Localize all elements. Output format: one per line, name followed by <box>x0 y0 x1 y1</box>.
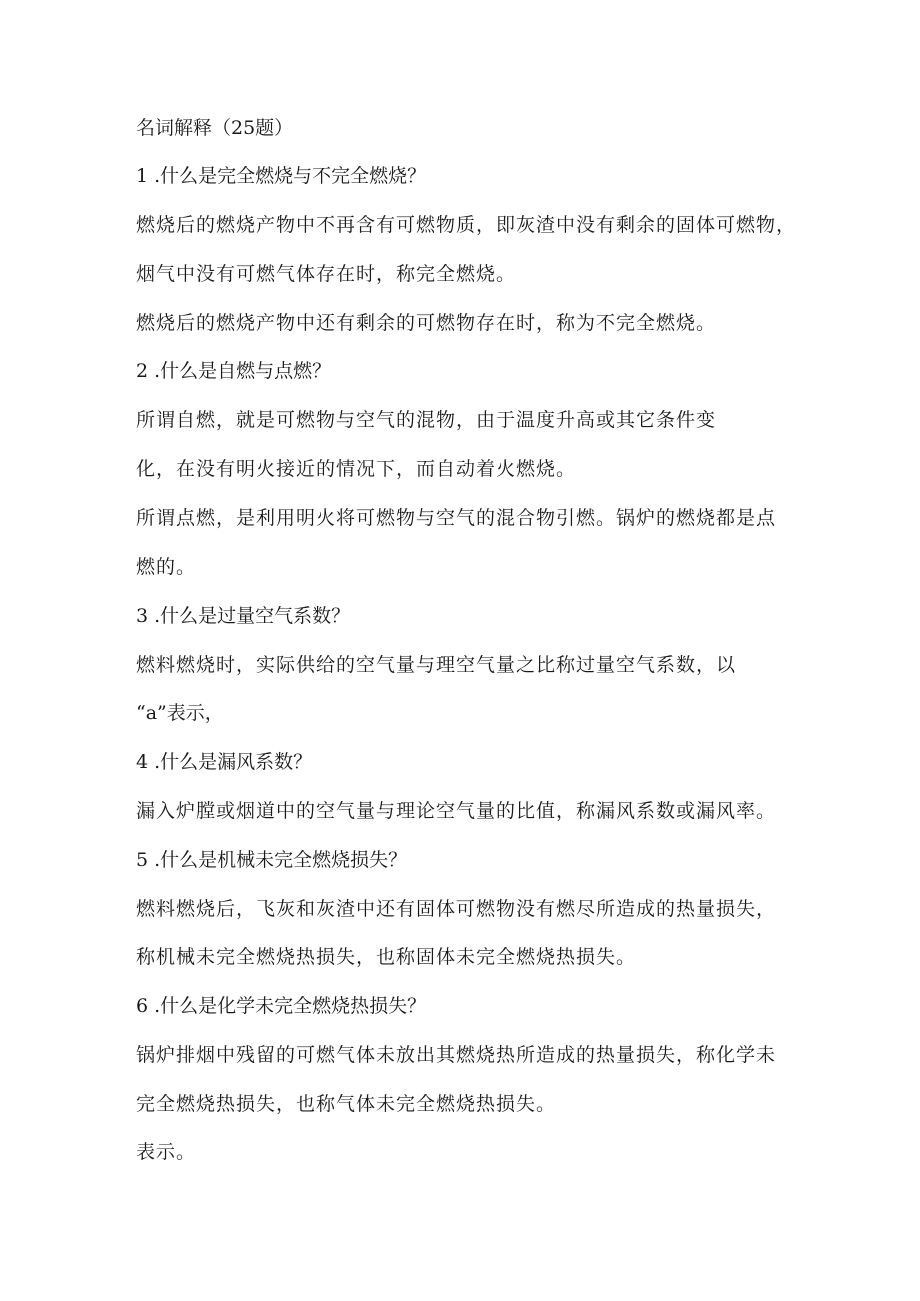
answer-1-line-2: 烟气中没有可燃气体存在时，称完全燃烧。 <box>136 263 517 285</box>
answer-1-line-3: 燃烧后的燃烧产物中还有剩余的可燃物存在时，称为不完全燃烧。 <box>136 312 717 334</box>
answer-3-line-2: “a”表示， <box>136 702 224 724</box>
question-5-heading: 5 .什么是机械未完全燃烧损失？ <box>136 849 408 871</box>
answer-2-line-2: 化，在没有明火接近的情况下，而自动着火燃烧。 <box>136 458 577 480</box>
answer-5-line-1: 燃料燃烧后，飞灰和灰渣中还有固体可燃物没有燃尽所造成的热量损失， <box>136 898 777 920</box>
question-4-heading: 4 .什么是漏风系数？ <box>136 751 313 773</box>
document-title: 名词解释（25题） <box>136 117 294 139</box>
answer-6-line-2: 完全燃烧热损失，也称气体未完全燃烧热损失。 <box>136 1093 557 1115</box>
answer-2-line-1: 所谓自燃，就是可燃物与空气的混物，由于温度升高或其它条件变 <box>136 409 717 431</box>
answer-3-line-1: 燃料燃烧时，实际供给的空气量与理空气量之比称过量空气系数，以 <box>136 654 737 676</box>
question-3-heading: 3 .什么是过量空气系数？ <box>136 605 351 627</box>
question-6-heading: 6 .什么是化学未完全燃烧热损失？ <box>136 995 427 1017</box>
answer-2-line-4: 燃的。 <box>136 556 197 578</box>
question-1-heading: 1 .什么是完全燃烧与不完全燃烧？ <box>136 165 427 187</box>
answer-2-line-3: 所谓点燃，是利用明火将可燃物与空气的混合物引燃。锅炉的燃烧都是点 <box>136 507 777 529</box>
answer-4-line-1: 漏入炉膛或烟道中的空气量与理论空气量的比值，称漏风系数或漏风率。 <box>136 800 777 822</box>
answer-6-line-1: 锅炉排烟中残留的可燃气体未放出其燃烧热所造成的热量损失，称化学未 <box>136 1044 777 1066</box>
answer-1-line-1: 燃烧后的燃烧产物中不再含有可燃物质，即灰渣中没有剩余的固体可燃物， <box>136 214 797 236</box>
question-2-heading: 2 .什么是自燃与点燃？ <box>136 360 332 382</box>
answer-6-line-3: 表示。 <box>136 1141 197 1163</box>
answer-5-line-2: 称机械未完全燃烧热损失，也称固体未完全燃烧热损失。 <box>136 946 637 968</box>
